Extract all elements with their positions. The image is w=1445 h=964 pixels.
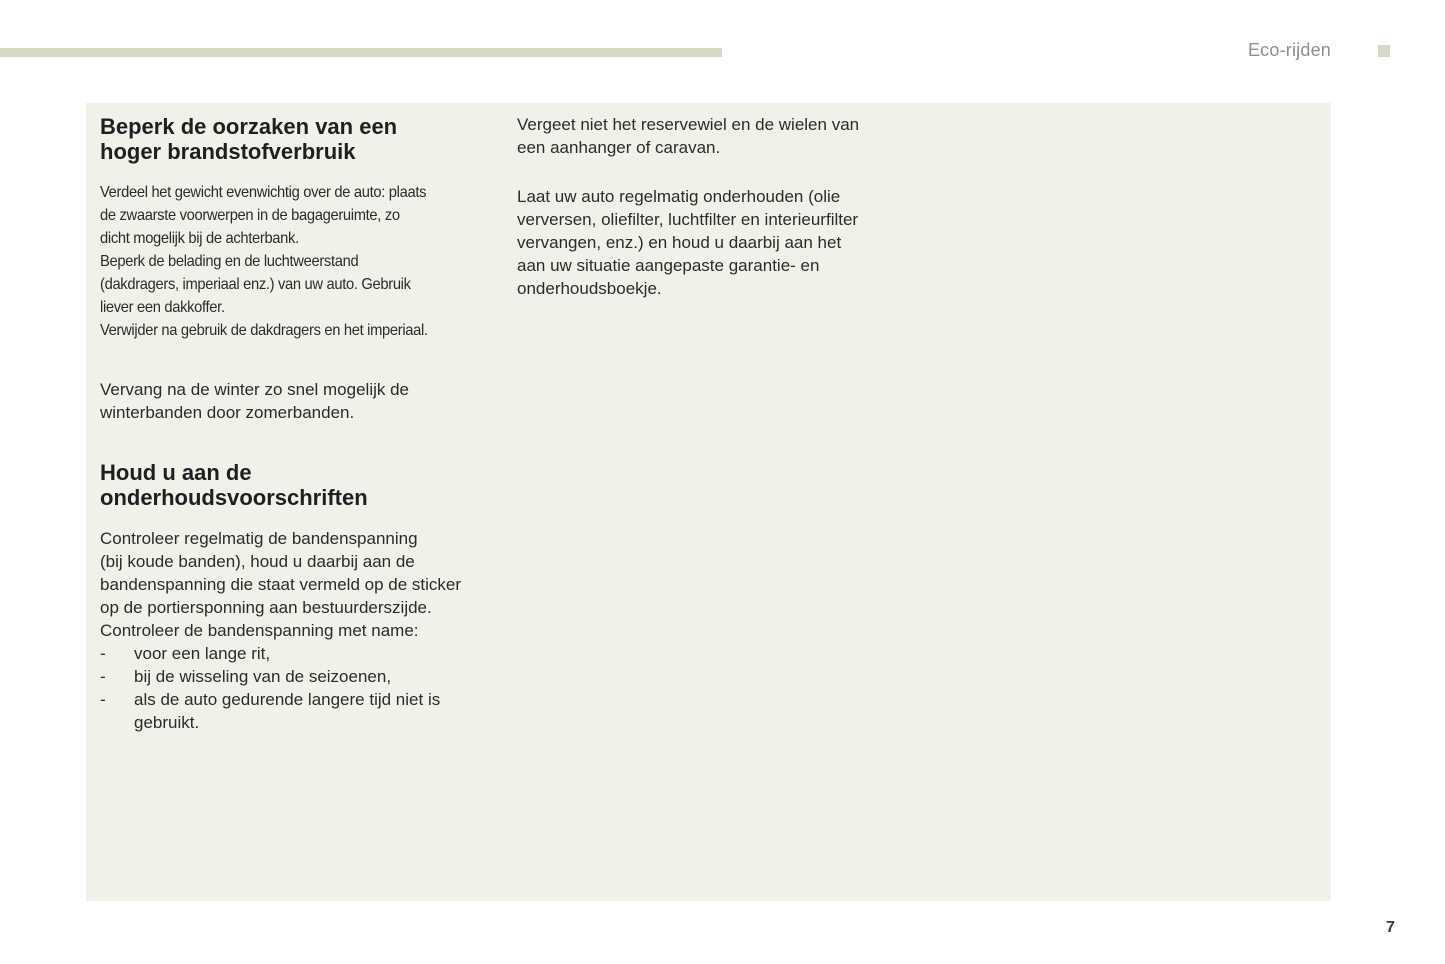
heading-line: onderhoudsvoorschriften <box>100 485 368 510</box>
text-line: Controleer de bandenspanning met name: <box>100 621 419 640</box>
list-dash: - <box>100 690 106 709</box>
text-line: Verwijder na gebruik de dakdragers en het imperiaal. <box>100 322 428 339</box>
header-accent-bar <box>0 48 722 57</box>
text-line: Verdeel het gewicht evenwichtig over de auto: plaats <box>100 184 427 201</box>
middle-column <box>517 113 917 300</box>
list-dash: - <box>100 644 106 663</box>
paragraph-weight-distribution <box>100 181 496 342</box>
text-line: Controleer regelmatig de bandenspanning <box>100 529 418 548</box>
heading-line: Houd u aan de <box>100 460 252 485</box>
text-line: vervangen, enz.) en houd u daarbij aan het <box>517 233 842 252</box>
text-line: Vergeet niet het reservewiel en de wielen van <box>517 115 860 134</box>
list-item <box>100 665 470 688</box>
heading-maintenance <box>100 460 500 510</box>
text-line: bandenspanning die staat vermeld op de sticker <box>100 575 462 594</box>
paragraph-regular-service <box>517 185 917 300</box>
text-line: onderhoudsboekje. <box>517 279 662 298</box>
text-line: de zwaarste voorwerpen in de bagageruimte, zo <box>100 207 400 224</box>
paragraph-spare-wheel <box>517 113 917 159</box>
list-item <box>100 688 470 734</box>
left-column <box>100 114 500 734</box>
text-line: winterbanden door zomerbanden. <box>100 403 355 422</box>
heading-fuel-consumption-text: Beperk de oorzaken van een hoger brandstofverbruik <box>100 114 398 164</box>
section-marker-square <box>1378 45 1390 57</box>
list-item <box>100 642 470 665</box>
text-line: Laat uw auto regelmatig onderhouden (olie <box>517 187 841 206</box>
tyre-pressure-check-list <box>100 642 470 734</box>
text-line: liever een dakkoffer. <box>100 299 225 316</box>
text-line: op de portiersponning aan bestuurderszijde. <box>100 598 432 617</box>
heading-fuel-consumption <box>100 114 440 164</box>
list-item-text: als de auto gedurende langere tijd niet is gebruikt. <box>134 690 441 732</box>
text-line: (dakdragers, imperiaal enz.) van uw auto. Gebruik <box>100 276 411 293</box>
section-label: Eco-rijden <box>1247 40 1331 60</box>
paragraph-tyre-pressure <box>100 527 500 642</box>
text-line: verversen, oliefilter, luchtfilter en interieurfilter <box>517 210 859 229</box>
list-item-text: voor een lange rit, <box>134 644 271 663</box>
list-item-text: bij de wisseling van de seizoenen, <box>134 667 392 686</box>
text-line: een aanhanger of caravan. <box>517 138 721 157</box>
text-line: dicht mogelijk bij de achterbank. <box>100 230 299 247</box>
text-line: (bij koude banden), houd u daarbij aan de <box>100 552 415 571</box>
paragraph-winter-tyres <box>100 378 500 424</box>
list-dash: - <box>100 667 106 686</box>
page-number: 7 <box>1386 919 1395 936</box>
text-line: Beperk de belading en de luchtweerstand <box>100 253 359 270</box>
text-line: Vervang na de winter zo snel mogelijk de <box>100 380 410 399</box>
text-line: aan uw situatie aangepaste garantie- en <box>517 256 820 275</box>
